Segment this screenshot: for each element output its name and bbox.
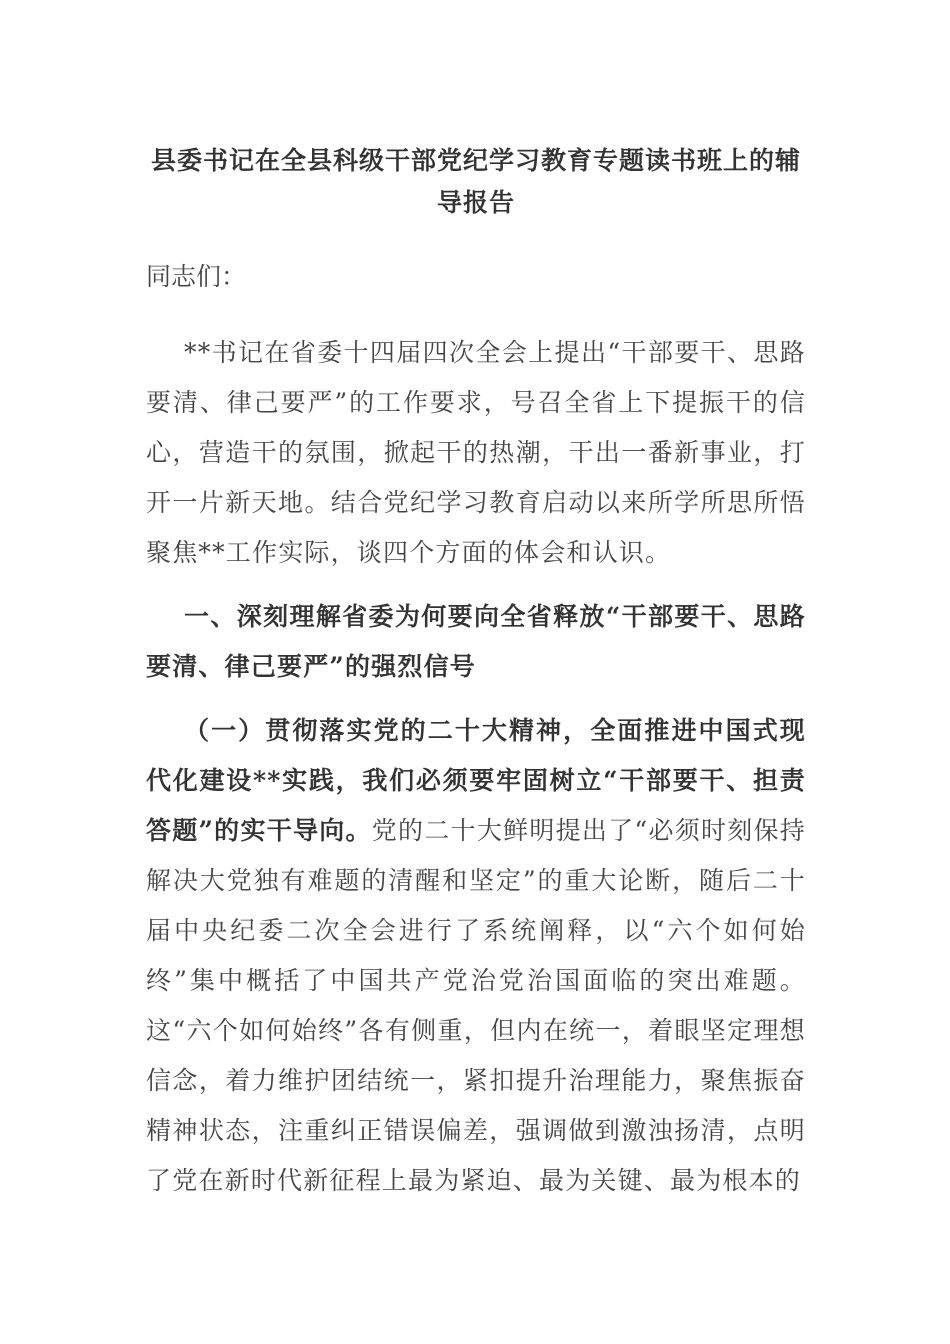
subsection-paragraph [146, 706, 806, 1206]
subsection-body: 党的二十大鲜明提出了“必须时刻保持解决大党独有难题的清醒和坚定”的重大论断，随后二十届中央纪委二次全会进行了系统阐释，以“六个如何始终”集中概括了中国共产党治党治国面临的突出难题。这“六个如何始终”各有侧重，但内在统一，着眼坚定理想信念，着力维护团结统一，紧扣提升治理能力，聚焦振奋精神状态，注重纠正错误偏差，强调做到激浊扬清，点明了党在新时代新征程上最为紧迫、最为关键、最为根本的 [146, 816, 806, 1195]
document-body [146, 140, 806, 1206]
subsection-lead: （一）贯彻落实党的二十大精神，全面推进中国式现代化建设**实践，我们必须要牢固树立“干部要干、担责答题”的实干导向。 [146, 716, 806, 845]
intro-paragraph: **书记在省委十四届四次全会上提出“干部要干、思路要清、律己要严”的工作要求，号召全省上下提振干的信心，营造干的氛围，掀起干的热潮，干出一番新事业，打开一片新天地。结合党纪学习教育启动以来所学所思所悟聚焦**工作实际，谈四个方面的体会和认识。 [146, 338, 806, 567]
document-title: 县委书记在全县科级干部党纪学习教育专题读书班上的辅导报告 [150, 146, 801, 217]
section-heading: 一、深刻理解省委为何要向全省释放“干部要干、思路要清、律己要严”的强烈信号 [146, 602, 806, 681]
greeting: 同志们： [146, 262, 247, 291]
